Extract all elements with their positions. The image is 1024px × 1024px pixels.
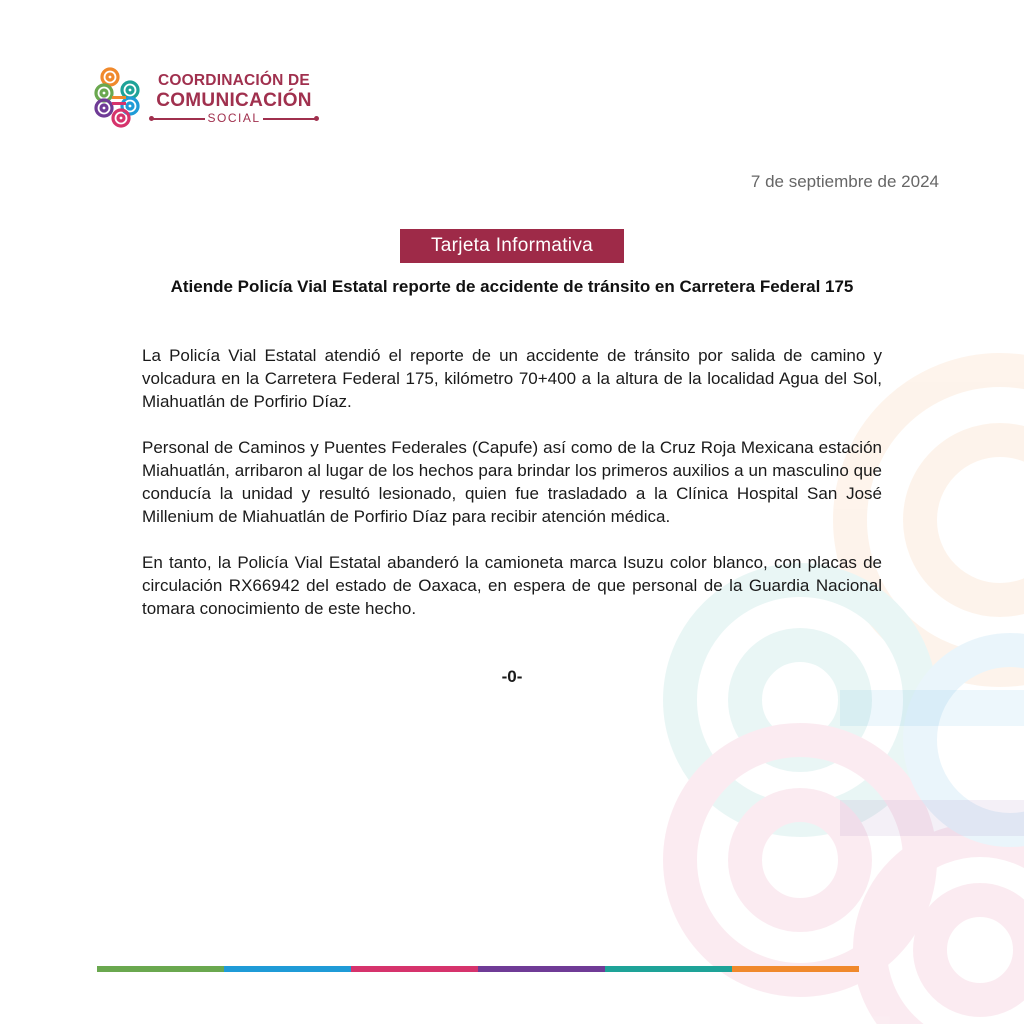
article-body	[142, 344, 882, 643]
logo-rule-right	[263, 118, 315, 120]
logo-dot-right	[314, 116, 319, 121]
stripe-segment-teal	[605, 966, 732, 972]
logo-text	[149, 72, 319, 125]
publication-date: 7 de septiembre de 2024	[750, 172, 939, 191]
closing-mark: -0-	[501, 667, 523, 686]
logo-line-2: COMUNICACIÓN	[156, 90, 312, 111]
headline: Atiende Policía Vial Estatal reporte de accidente de tránsito en Carretera Federal 175	[170, 277, 854, 296]
logo-line-3	[149, 111, 319, 125]
stripe-segment-orange	[732, 966, 859, 972]
paragraph-1: La Policía Vial Estatal atendió el reporte de un accidente de tránsito por salida de camino y volcadura en la Carretera Federal 175, kilómetro 70+400 a la altura de la localidad Agua del Sol, Miahuatlán de Porfirio Díaz.	[142, 346, 882, 411]
document-type-badge: Tarjeta Informativa	[400, 229, 624, 263]
stripe-segment-purple	[478, 966, 605, 972]
logo-mark-icon	[94, 66, 144, 128]
stripe-segment-pink	[351, 966, 478, 972]
logo-rule-left	[153, 118, 205, 120]
logo-line-3-text: SOCIAL	[207, 111, 261, 125]
paragraph-3: En tanto, la Policía Vial Estatal abanderó la camioneta marca Isuzu color blanco, con placas de circulación RX66942 del estado de Oaxaca, en espera de que personal de la Guardia Nacional tomara conocimiento de este hecho.	[142, 553, 882, 618]
stripe-segment-blue	[224, 966, 351, 972]
logo-line-1: COORDINACIÓN DE	[158, 72, 310, 89]
paragraph-2: Personal de Caminos y Puentes Federales (Capufe) así como de la Cruz Roja Mexicana estación Miahuatlán, arribaron al lugar de los hechos para brindar los primeros auxilios a un masculino que conducía la unidad y resultó lesionado, quien fue trasladado a la Clínica Hospital San José Millenium de Miahuatlán de Porfirio Díaz para recibir atención médica.	[142, 438, 882, 526]
footer-color-stripe	[97, 966, 859, 972]
stripe-segment-green	[97, 966, 224, 972]
organization-logo	[94, 66, 324, 132]
